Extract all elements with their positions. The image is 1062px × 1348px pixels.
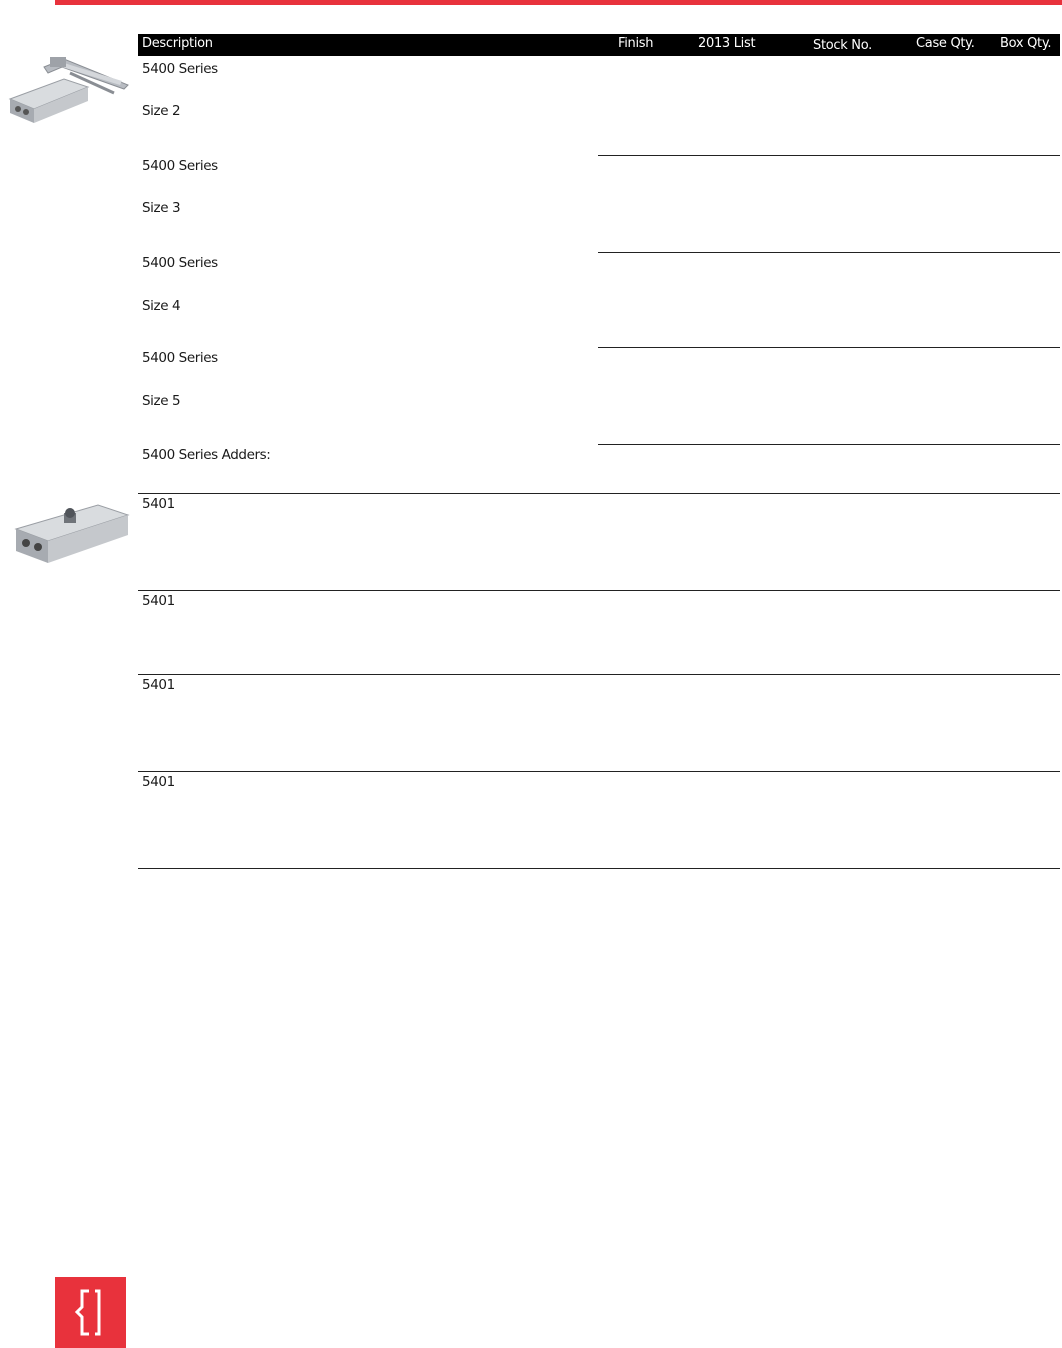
- row-series-label: 5400 Series: [142, 255, 218, 271]
- top-accent-bar: [55, 0, 1062, 5]
- row-series-label: 5400 Series: [142, 158, 218, 174]
- adders-label: 5400 Series Adders:: [142, 447, 271, 463]
- column-header-list: 2013 List: [698, 36, 756, 51]
- door-closer-body-image: [8, 497, 136, 573]
- column-header-finish: Finish: [618, 36, 654, 51]
- adder-item: 5401: [142, 496, 175, 512]
- door-closer-arm-image: [4, 53, 132, 125]
- row-divider: [598, 252, 1060, 253]
- row-size-label: Size 4: [142, 298, 181, 314]
- column-header-case-qty: Case Qty.: [916, 36, 975, 51]
- row-series-label: 5400 Series: [142, 61, 218, 77]
- row-divider: [598, 155, 1060, 156]
- table-header: [138, 34, 1060, 56]
- column-header-box-qty: Box Qty.: [1000, 36, 1052, 51]
- row-divider: [598, 444, 1060, 445]
- row-divider: [138, 771, 1060, 772]
- adder-item: 5401: [142, 774, 175, 790]
- row-divider: [138, 674, 1060, 675]
- column-header-stock-no: Stock No.: [813, 38, 872, 53]
- row-divider: [598, 347, 1060, 348]
- row-size-label: Size 2: [142, 103, 181, 119]
- row-divider: [138, 868, 1060, 869]
- column-header-description: Description: [142, 36, 213, 51]
- brand-logo: [55, 1277, 126, 1348]
- adder-item: 5401: [142, 677, 175, 693]
- row-divider: [138, 493, 1060, 494]
- row-size-label: Size 3: [142, 200, 181, 216]
- row-series-label: 5400 Series: [142, 350, 218, 366]
- row-size-label: Size 5: [142, 393, 181, 409]
- row-divider: [138, 590, 1060, 591]
- adder-item: 5401: [142, 593, 175, 609]
